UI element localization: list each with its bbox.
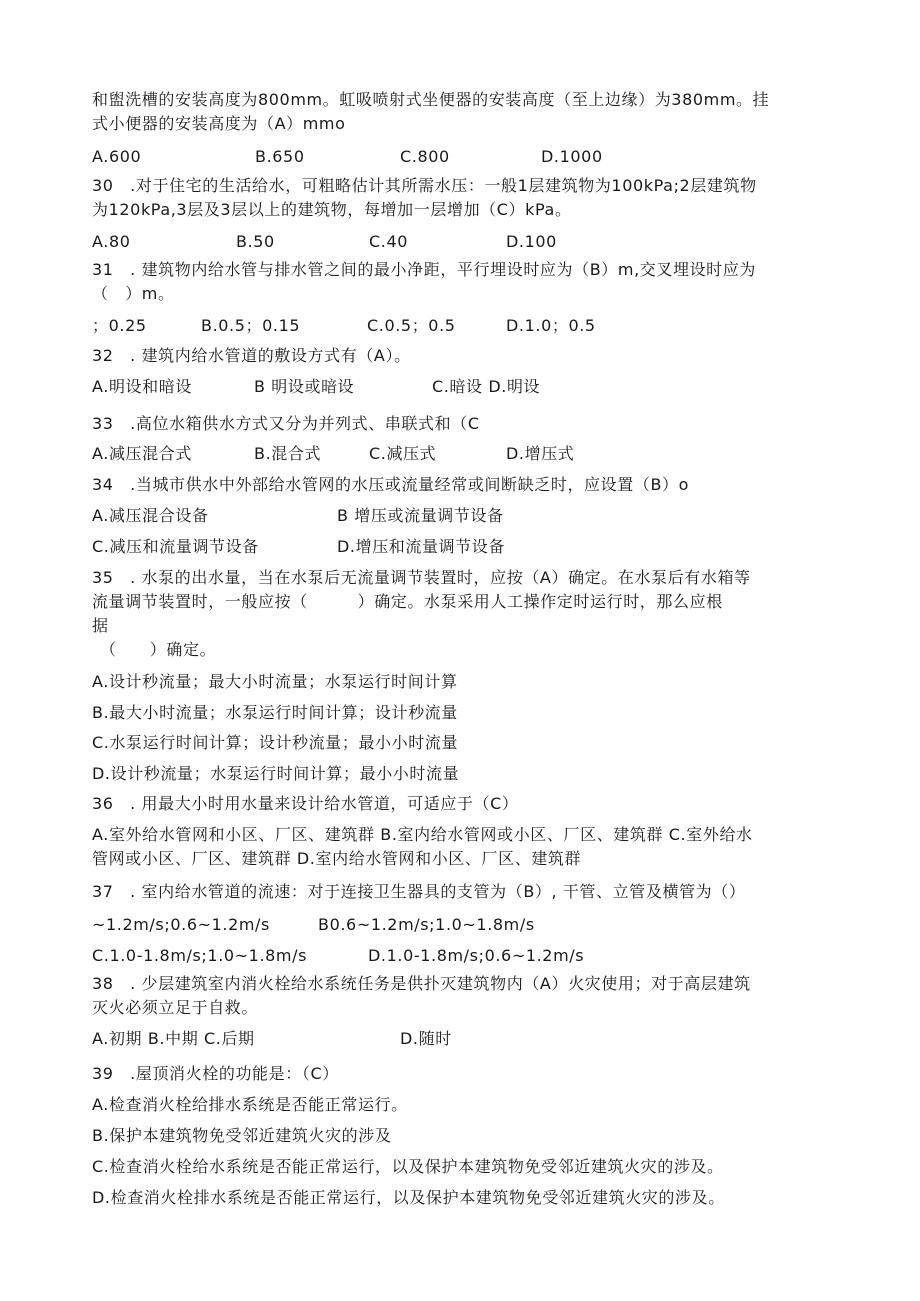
option-c: C.800 (400, 147, 450, 166)
option-c: C.检查消火栓给水系统是否能正常运行，以及保护本建筑物免受邻近建筑火灾的涉及。 (92, 1157, 724, 1176)
text-line: 据 (92, 616, 109, 635)
question-32: 32 . 建筑内给水管道的敷设方式有（A）。 (92, 346, 411, 365)
option-c: C.水泵运行时间计算；设计秒流量；最小小时流量 (92, 733, 459, 752)
option-d: D.100 (506, 232, 557, 251)
option-a: ~1.2m/s;0.6~1.2m/s (92, 915, 270, 934)
option-abc: A.初期 B.中期 C.后期 (92, 1029, 255, 1048)
text-line: 和盥洗槽的安装高度为800mm。虹吸喷射式坐便器的安装高度（至上边缘）为380mm。挂 (92, 90, 770, 109)
question-31: 31 . 建筑物内给水管与排水管之间的最小净距，平行埋设时应为（B）m,交叉埋设时应为 (92, 260, 756, 279)
text-line: 流量调节装置时，一般应按（ ）确定。水泵采用人工操作定时运行时，那么应根 (92, 592, 723, 611)
option-b: B.混合式 (254, 444, 322, 463)
text-line: （ ）确定。 (100, 640, 217, 659)
question-33: 33 .高位水箱供水方式又分为并列式、串联式和（C (92, 414, 480, 433)
question-37: 37 . 室内给水管道的流速：对于连接卫生器具的支管为（B）, 干管、立管及横管为（） (92, 882, 746, 901)
option-a: A.减压混合式 (92, 444, 192, 463)
option-b: B.650 (255, 147, 305, 166)
option-c: C.减压式 (369, 444, 437, 463)
option-a: ；0.25 (92, 316, 147, 335)
option-d: D.1.0-1.8m/s;0.6~1.2m/s (368, 946, 585, 965)
option-c: C.0.5；0.5 (367, 316, 456, 335)
option-a: A.明设和暗设 (92, 377, 192, 396)
option-d: D.增压式 (506, 444, 575, 463)
option-b: B.50 (236, 232, 275, 251)
text-line: （ ）m。 (92, 284, 175, 303)
question-35: 35 . 水泵的出水量，当在水泵后无流量调节装置时，应按（A）确定。在水泵后有水箱等 (92, 568, 751, 587)
question-38: 38 . 少层建筑室内消火栓给水系统任务是供扑灭建筑物内（A）火灾使用；对于高层建筑 (92, 974, 751, 993)
question-36: 36 . 用最大小时用水量来设计给水管道，可适应于（C） (92, 794, 519, 813)
option-b: B.保护本建筑物免受邻近建筑火灾的涉及 (92, 1126, 392, 1145)
option-d: D.检查消火栓排水系统是否能正常运行，以及保护本建筑物免受邻近建筑火灾的涉及。 (92, 1188, 725, 1207)
option-b: B 明设或暗设 (254, 377, 355, 396)
question-39: 39 .屋顶消火栓的功能是：（C） (92, 1064, 339, 1083)
option-d: D.设计秒流量；水泵运行时间计算；最小小时流量 (92, 764, 460, 783)
option-b: B.最大小时流量；水泵运行时间计算；设计秒流量 (92, 703, 458, 722)
option-cd: C.暗设 D.明设 (432, 377, 541, 396)
option-d: D.1000 (541, 147, 603, 166)
option-a: A.减压混合设备 (92, 506, 209, 525)
text-line: 灭火必须立足于自救。 (92, 998, 259, 1017)
option-b: B 增压或流量调节设备 (337, 506, 504, 525)
option-a: A.设计秒流量；最大小时流量；水泵运行时间计算 (92, 672, 458, 691)
text-line: 为120kPa,3层及3层以上的建筑物，每增加一层增加（C）kPa。 (92, 200, 572, 219)
text-line: 式小便器的安装高度为（A）mmo (92, 114, 346, 133)
option-b: B0.6~1.2m/s;1.0~1.8m/s (318, 915, 535, 934)
question-30: 30 .对于住宅的生活给水，可粗略估计其所需水压：一般1层建筑物为100kPa;2层建筑物 (92, 176, 757, 195)
option-a: A.600 (92, 147, 142, 166)
option-c: C.减压和流量调节设备 (92, 537, 259, 556)
question-34: 34 .当城市供水中外部给水管网的水压或流量经常或间断缺乏时，应设置（B）o (92, 475, 690, 494)
option-a: A.80 (92, 232, 131, 251)
option-d: D.1.0；0.5 (506, 316, 596, 335)
option-d: D.随时 (400, 1029, 452, 1048)
option-d: D.增压和流量调节设备 (337, 537, 506, 556)
text-line: A.室外给水管网和小区、厂区、建筑群 B.室内给水管网或小区、厂区、建筑群 C.室外给水 (92, 825, 753, 844)
option-b: B.0.5；0.15 (201, 316, 301, 335)
option-c: C.40 (369, 232, 409, 251)
option-c: C.1.0-1.8m/s;1.0~1.8m/s (92, 946, 308, 965)
text-line: 管网或小区、厂区、建筑群 D.室内给水管网和小区、厂区、建筑群 (92, 849, 582, 868)
option-a: A.检查消火栓给排水系统是否能正常运行。 (92, 1095, 408, 1114)
